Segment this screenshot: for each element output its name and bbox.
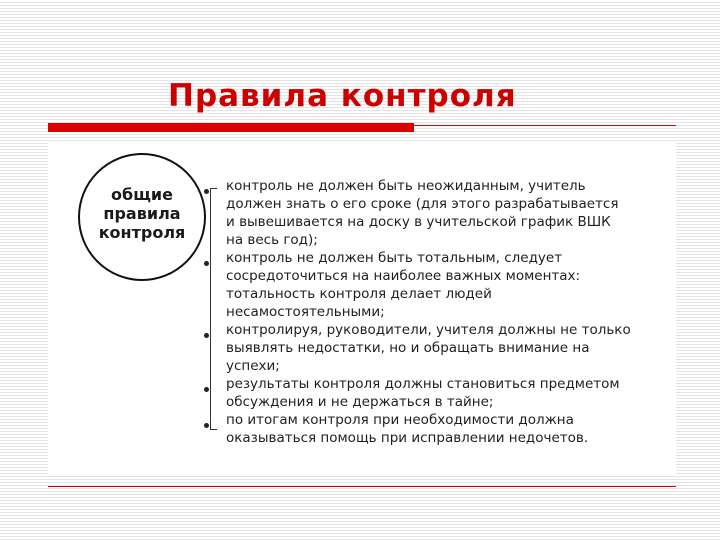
rule-line: контролируя, руководители, учителя должны не только — [226, 322, 631, 338]
rule-line: сосредоточиться на наиболее важных моментах: — [226, 268, 581, 284]
bullet-dot — [204, 423, 209, 428]
bullet-dot — [204, 333, 209, 338]
circle-label-line: контроля — [98, 223, 186, 242]
circle-label-line: правила — [103, 204, 181, 223]
bullet-dot — [204, 387, 209, 392]
rule-line: по итогам контроля при необходимости должна — [226, 412, 574, 428]
rule-line: тотальность контроля делает людей — [226, 286, 492, 302]
rule-line: на весь год); — [226, 232, 318, 248]
rules-text — [226, 177, 666, 447]
rules-bracket — [210, 188, 217, 430]
rules-circle — [78, 153, 206, 281]
bullet-dot — [204, 261, 209, 266]
bullet-dot — [204, 189, 209, 194]
rule-line: успехи; — [226, 358, 280, 374]
rule-line: контроль не должен быть тотальным, следует — [226, 250, 563, 266]
circle-label-line: общие — [111, 185, 173, 204]
slide-title: Правила контроля — [168, 78, 517, 114]
rule-line: и вывешивается на доску в учительской график ВШК — [226, 214, 611, 230]
rule-line: оказываться помощь при исправлении недочетов. — [226, 430, 589, 446]
title-underline-line — [48, 125, 676, 126]
rule-line: несамостоятельными; — [226, 304, 385, 320]
rule-line: контроль не должен быть неожиданным, учитель — [226, 178, 586, 194]
rule-line: выявлять недостатки, но и обращать внимание на — [226, 340, 590, 356]
scanned-diagram — [48, 141, 676, 475]
rule-line: должен знать о его сроке (для этого разрабатывается — [226, 196, 619, 212]
rule-line: результаты контроля должны становиться предметом — [226, 376, 620, 392]
circle-label — [80, 185, 204, 242]
rule-line: обсуждения и не держаться в тайне; — [226, 394, 494, 410]
bottom-rule — [48, 486, 676, 487]
